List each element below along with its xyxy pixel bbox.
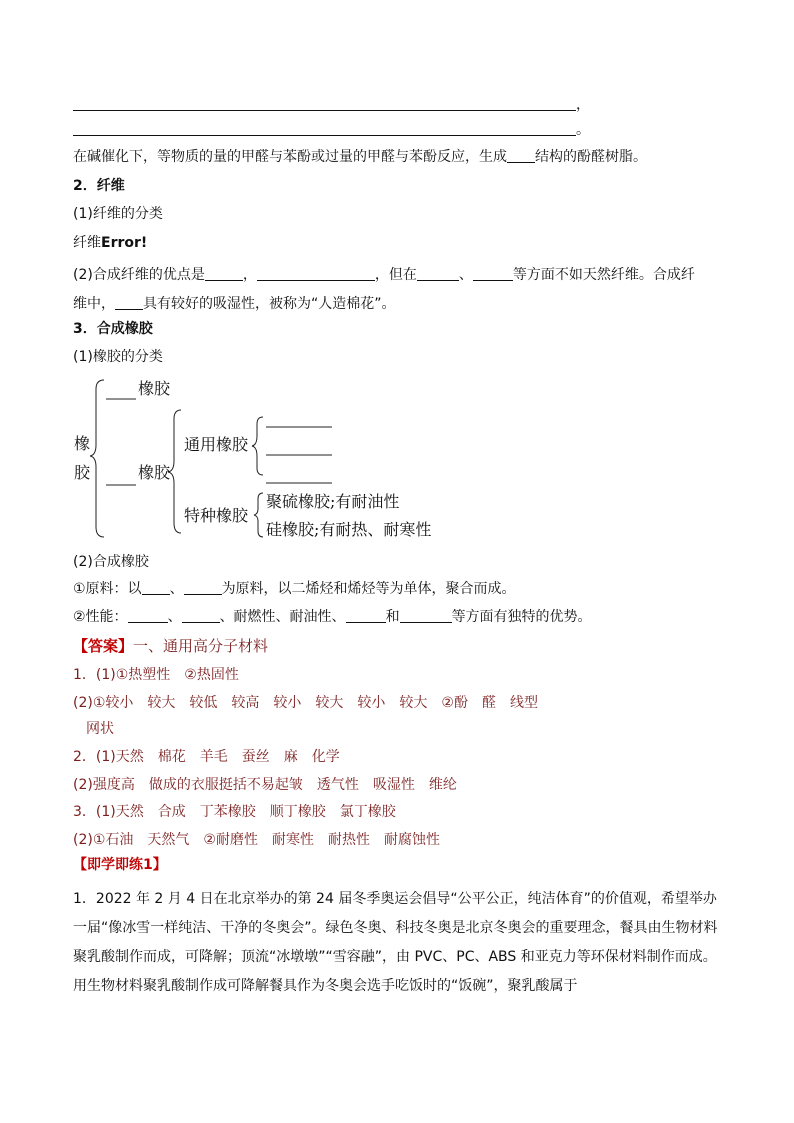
synthetic-rubber-heading: (2)合成橡胶 — [73, 554, 149, 570]
root-char-top: 橡 — [74, 434, 91, 453]
punctuation: ， — [576, 97, 590, 113]
section-2-title: 2．纤维 — [73, 178, 125, 194]
answer-line-4: 2．(1)天然 棉花 羊毛 蚕丝 麻 化学 — [73, 749, 340, 765]
fill-blank — [507, 148, 535, 163]
fill-blank — [205, 266, 243, 281]
practice-label: 【即学即练1】 — [73, 857, 167, 873]
answer-line-5: (2)强度高 做成的衣服挺括不易起皱 透气性 吸湿性 维纶 — [73, 777, 457, 793]
answer-line-2: (2)①较小 较大 较低 较高 较小 较大 较小 较大 ②酚 醛 线型 — [73, 695, 538, 711]
answer-line-7: (2)①石油 天然气 ②耐磨性 耐寒性 耐热性 耐腐蚀性 — [73, 832, 440, 848]
fiber-classification-heading: (1)纤维的分类 — [73, 206, 163, 222]
synthetic-fiber-advantages: (2)合成纤维的优点是 ， ，但在 、 等方面不如天然纤维。合成纤 — [73, 267, 695, 283]
fill-blank — [128, 608, 168, 623]
special-rubber-label: 特种橡胶 — [184, 506, 249, 525]
answer-line-1: 1．(1)①热塑性 ②热固性 — [73, 667, 239, 683]
fill-blank — [257, 266, 375, 281]
rubber-classification-diagram — [70, 375, 470, 545]
section-3-title: 3．合成橡胶 — [73, 321, 153, 337]
punctuation: 。 — [576, 122, 590, 138]
fill-blank — [473, 266, 513, 281]
fill-blank — [73, 96, 576, 111]
raw-materials-line: ①原料：以 、 为原料，以二烯烃和烯烃等为单体，聚合而成。 — [73, 581, 516, 597]
blank-line-1 — [73, 96, 590, 114]
fill-blank — [115, 295, 143, 310]
blank-line-2 — [73, 121, 590, 139]
artificial-cotton-line: 维中， 具有较好的吸湿性，被称为“人造棉花”。 — [73, 296, 396, 312]
fill-blank — [417, 266, 459, 281]
properties-line: ②性能： 、 、耐燃性、耐油性、 和 等方面有独特的优势。 — [73, 609, 592, 625]
error-text: Error! — [101, 235, 148, 251]
answer-line-3: 网状 — [86, 721, 114, 737]
catalyst-sentence: 在碱催化下，等物质的量的甲醛与苯酚或过量的甲醛与苯酚反应，生成 结构的酚醛树脂。 — [73, 149, 647, 165]
practice-question-1: 1．2022 年 2 月 4 日在北京举办的第 24 届冬季奥运会倡导“公平公正，纯洁体育”的价值观，希望举办一届“像冰雪一样纯洁、干净的冬奥会”。绿色冬奥、科技冬奥是北京冬奥会的重要理念，餐具由生物材料聚乳酸制作而成，可降解；顶流“冰墩墩”“雪容融”，由 PVC、PC、ABS 和亚克力等环保材料制作而成。用生物材料聚乳酸制作成可降解餐具作为冬奥会选手吃饭时的“饭碗”，聚乳酸属于 — [73, 891, 718, 994]
root-char-bottom: 胶 — [74, 463, 91, 482]
rubber-classification-heading: (1)橡胶的分类 — [73, 349, 163, 365]
fill-blank — [400, 608, 452, 623]
silicone-rubber: 硅橡胶;有耐热、耐寒性 — [266, 520, 432, 539]
branch-natural-rubber: 橡胶 — [138, 379, 171, 398]
answer-line-6: 3．(1)天然 合成 丁苯橡胶 顺丁橡胶 氯丁橡胶 — [73, 804, 396, 820]
fill-blank — [142, 580, 170, 595]
answer-heading: 【答案】一、通用高分子材料 — [73, 637, 269, 655]
branch-synthetic-rubber: 橡胶 — [138, 463, 171, 482]
fiber-error-line: 纤维Error! — [73, 235, 148, 251]
fill-blank — [73, 121, 576, 136]
fill-blank — [182, 608, 220, 623]
general-rubber-label: 通用橡胶 — [184, 435, 249, 454]
fill-blank — [184, 580, 222, 595]
fill-blank — [346, 608, 386, 623]
polysulfide-rubber: 聚硫橡胶;有耐油性 — [266, 492, 400, 511]
answer-label: 【答案】 — [73, 637, 134, 655]
